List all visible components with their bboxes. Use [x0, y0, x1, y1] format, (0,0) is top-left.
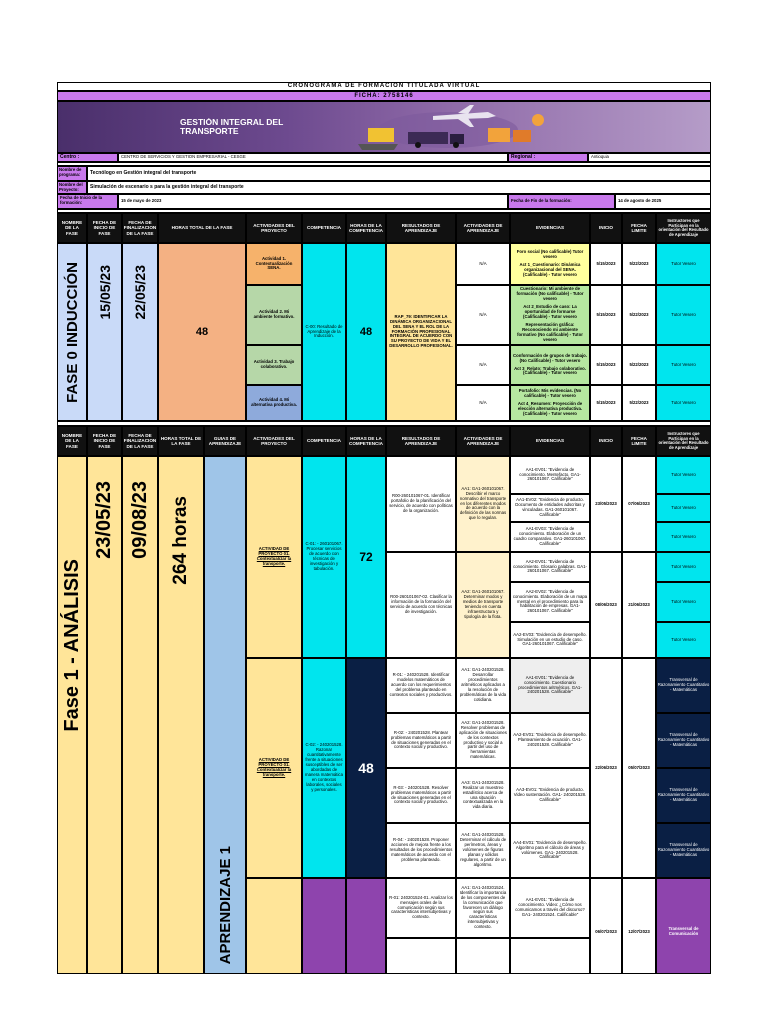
- fase1-block-b-instructor-1: Transversal de Razonamiento Cuantitativo - Matemáticas: [656, 658, 711, 713]
- fase1-block-b-instructor-3: Transversal de Razonamiento Cuantitativo - Matemáticas: [656, 768, 711, 823]
- fase0-row-3-inicio: 5/15/2023: [590, 345, 622, 385]
- fase0-activity-4: Actividad 4. Mi alternativa productiva.: [246, 385, 302, 421]
- fase1-block-b-evidencia-3: AA3-EV01: "Evidencia de producto. Video sustentación. GA1- 240201528. Calificable": [510, 768, 590, 823]
- fase1-block-a-hours: 72: [346, 456, 386, 658]
- f1-col-horas-total: HORAS TOTAL DE LA FASE: [158, 426, 204, 456]
- centro-value: CENTRO DE SERVICIOS Y GESTION EMPRESARIAL - CESGE: [118, 153, 508, 162]
- fase1-block-c-hours: [346, 878, 386, 974]
- fase1-block-a-inicio-1: 23/05/2023: [590, 456, 622, 552]
- fase1-block-b-actividad-1: AA1: GA1-240201528. Desarrollar procedimientos aritméticos aplicados a la resolución de problemáticas de la vida cotidiana.: [456, 658, 510, 713]
- fase1-block-a-limite-2: 21/06/2023: [622, 552, 656, 658]
- banner-title-line1: GESTIÓN INTEGRAL DEL: [180, 118, 284, 127]
- fase0-row-4-act: N/A: [456, 385, 510, 421]
- fase1-block-b-competencia: C-02: - 240201528. Razonar cuantitativamente frente a situaciones susceptibles de ser abordadas de manera matemática en contextos laborales, sociales y personales.: [302, 658, 346, 878]
- instructor-cell: Tutor Vesero: [656, 552, 711, 582]
- fase1-block-b-actividad-3: AA3: GA1-240201528. Realizar un muestreo estadístico acerca de una situación contextualizada en la vida diaria.: [456, 768, 510, 823]
- fase0-row-3-evid: Conformación de grupos de trabajo. (No Calificable) - Tutor vesero Act 3_Relato: Trabajo colaborativo. (Calificable) - Tutor vesero: [510, 345, 590, 385]
- fase1-block-a-actividad-proyecto: ACTIVIDAD DE PROYECTO 01. Contextualizar la transporte.: [246, 456, 302, 658]
- f1-col-guias: GUIAS DE APRENDIZAJE: [204, 426, 246, 456]
- fase0-row-3-limite: 5/22/2023: [622, 345, 656, 385]
- fase1-block-a-resultado-1: R00-260101067-01. Identificar portafolio de la planificación del servicio, de acuerdo con políticas de la organización.: [386, 456, 456, 552]
- fase1-block-a-limite-1: 07/06/2023: [622, 456, 656, 552]
- evidence-aa1-ev03: AA1-EV03: "Evidencia de conocimiento. Elaboración de un cuadro comparativo. GA1-260101067. Calificable": [510, 522, 590, 552]
- col-horas-competencia: HORAS DE LA COMPETENCIA: [346, 213, 386, 243]
- fase1-block-b-limite: 05/07/2023: [622, 658, 656, 878]
- fase0-resultado: RAP_79: IDENTIFICAR LA DINÁMICA ORGANIZACIONAL DEL SENA Y EL ROL DE LA FORMACIÓN PROFESIONAL INTEGRAL DE ACUERDO CON SU PROYECTO DE VIDA Y EL DESARROLLO PROFESIONAL.: [386, 243, 456, 421]
- f1-col-competencia: COMPETENCIA: [302, 426, 346, 456]
- f1-col-actividades-proyecto: ACTIVIDADES DEL PROYECTO: [246, 426, 302, 456]
- instructor-cell: Tutor Vesero: [656, 582, 711, 622]
- fase1-block-b-instructor-4: Transversal de Razonamiento Cuantitativo - Matemáticas: [656, 823, 711, 878]
- f1-col-fecha-inicio: FECHA DE INICIO DE FASE: [87, 426, 122, 456]
- fase1-block-c-actividad: AA1: GA1-240201524. Identificar la importancia de los componentes de la comunicación que favorecen un diálogo según sus características intersubjetivas y contexto.: [456, 878, 510, 938]
- fase1-block-b-evidencia-2: AA2-EV01: "Evidencia de desempeño. Planteamiento de ecuación. GA1-240201528. Calificable": [510, 713, 590, 768]
- fase0-row-1-instructor: Tutor Vesero: [656, 243, 711, 285]
- programa-value: Tecnólogo en Gestión integral del transporte: [87, 166, 711, 181]
- col-inicio: INICIO: [590, 213, 622, 243]
- fase0-row-2-inicio: 5/15/2023: [590, 285, 622, 345]
- fase0-row-2-limite: 5/22/2023: [622, 285, 656, 345]
- program-banner: [57, 101, 711, 153]
- f1-col-fecha-fin: FECHA DE FINALIZACION DE LA FASE: [122, 426, 158, 456]
- fase1-block-b-actividad-4: AA4: GA1-240201528. Determinar el cálculo de perímetros, áreas y volúmenes de figuras planas y sólidos regulares, a partir de un algoritmo.: [456, 823, 510, 878]
- fase1-block-c-instructor: Transversal de Comunicación: [656, 878, 711, 974]
- transport-illustration: [338, 104, 578, 152]
- f1-col-inicio: INICIO: [590, 426, 622, 456]
- fase1-block-b-hours: 48: [346, 658, 386, 878]
- fase1-block-b-resultado-3: R-03: - 240201528. Resolver problemas matemáticos a partir de situaciones generadas en el contexto social y productivo.: [386, 768, 456, 823]
- fase1-block-b-evidencia-1: AA1-EV01: "Evidencia de conocimiento. Cuestionario procedimientos aritméticos. GA1-240201528. Calificable": [510, 658, 590, 713]
- programa-label: Nombre de programa:: [57, 166, 87, 181]
- inicio-label: Fecha de Inicio de la formación:: [57, 194, 118, 209]
- fase1-block-b-resultado-1: R-01: - 240201528. Identificar modelos matemáticos de acuerdo con los requerimientos del problema planteado en contextos sociales y productivos.: [386, 658, 456, 713]
- col-competencia: COMPETENCIA: [302, 213, 346, 243]
- col-horas-total: HORAS TOTAL DE LA FASE: [158, 213, 246, 243]
- fase0-competencia-hours: 48: [346, 243, 386, 421]
- regional-value: Antioquia: [588, 153, 711, 162]
- fase0-row-3-act: N/A: [456, 345, 510, 385]
- evidence-aa1-ev02: AA1-EV02: "Evidencia de producto. Documento de entidades adscritas y vinculadas. GA1-260101067. Calificable": [510, 494, 590, 522]
- fase1-block-c-inicio: 06/07/2023: [590, 878, 622, 974]
- fase1-block-b-actividad-2: AA2: GA1-240201528. Resolver problemas de aplicación de situaciones de los contextos productivo y social a partir del uso de herramientas matemáticas.: [456, 713, 510, 768]
- fase1-end-date: 09/08/23: [122, 456, 158, 974]
- fase0-row-2-evid: Cuestionario: Mi ambiente de formación (No calificable) - Tutor vesero Act 2_Estudio de caso: La oportunidad de formarse (Calificable) - Tutor vesero Representación gráfica: Reconociendo mi ambiente formativo (No calificable) - Tutor vesero: [510, 285, 590, 345]
- fase1-block-a-actividad-1: AA1: GA1-260101067. Describir el marco normativo del transporte en los diferentes modos de acuerdo con la definición de las normas que lo regulan.: [456, 456, 510, 552]
- fase0-end-date: 22/05/23: [122, 243, 158, 421]
- fase0-row-2-instructor: Tutor Vesero: [656, 285, 711, 345]
- col-fecha-inicio-fase: FECHA DE INICIO DE FASE: [87, 213, 122, 243]
- evidence-aa2-ev03: AA2-EV03: "Evidencia de desempeño. Simulación en un estudio de caso. GA1-260101067. Calificable": [510, 622, 590, 658]
- col-nombre-fase: NOMBRE DE LA FASE: [57, 213, 87, 243]
- fase1-block-b-resultado-2: R-02: - 240201528. Plantear problemas matemáticos a partir de situaciones generadas en el contexto social y productivo.: [386, 713, 456, 768]
- ficha-number: FICHA: 2758146: [57, 91, 711, 101]
- col-resultados: RESULTADOS DE APRENDIZAJE: [386, 213, 456, 243]
- fase0-row-1-limite: 5/22/2023: [622, 243, 656, 285]
- fase0-hours: 48: [158, 243, 246, 421]
- instructor-cell: Tutor Vesero: [656, 456, 711, 494]
- fase0-row-3-instructor: Tutor Vesero: [656, 345, 711, 385]
- evidence-aa2-ev01: AA2-EV01: "Evidencia de conocimiento. Glosario palabras. GA1-260101067. Calificable": [510, 552, 590, 582]
- proyecto-label: Nombre del Proyecto:: [57, 181, 87, 194]
- col-actividades-proyecto: ACTIVIDADES DEL PROYECTO: [246, 213, 302, 243]
- instructor-cell: Tutor Vesero: [656, 522, 711, 552]
- fase1-hours: 264 horas: [158, 456, 204, 974]
- fase1-block-c-actividad-proyecto: [246, 878, 302, 974]
- fase1-guia: APRENDIZAJE 1: [204, 456, 246, 974]
- centro-label: Centro :: [57, 153, 118, 162]
- fase0-activity-3: Actividad 3. Trabajo colaborativo.: [246, 345, 302, 385]
- col-instructores: Instructores que Participan en la orientación del Resultado de Aprendizaje: [656, 213, 711, 243]
- fase1-block-c-evidencia: AA1-EV01: "Evidencia de conocimiento. Video: ¿Cómo nos comunicamos a través del discurso? GA1- 240201524. Calificable": [510, 878, 590, 938]
- col-fecha-limite: FECHA LIMITE: [622, 213, 656, 243]
- fase1-block-b-resultado-4: R-04: - 240201528. Proponer acciones de mejora frente a los resultados de los procedimientos matemáticos de acuerdo con el problema planteado.: [386, 823, 456, 878]
- fase1-block-b-evidencia-4: AA4-EV01: "Evidencia de desempeño. Algoritmo para el cálculo de áreas y volúmenes. GA1- 240201528. Calificable": [510, 823, 590, 878]
- fase1-name: Fase 1 - ANÁLISIS: [57, 456, 87, 974]
- fase1-block-b-inicio: 22/06/2023: [590, 658, 622, 878]
- evidence-aa2-ev02: AA2-EV02: "Evidencia de conocimiento. Elaboración de un mapa mental en el procedimiento para la habilitación de empresas. GA1-260101067. Calificable": [510, 582, 590, 622]
- fase0-row-1-evid: Foro social (No calificable) Tutor vesero Act 1_Cuestionario: Dinámica organizacional del SENA. (Calificable) - Tutor vesero: [510, 243, 590, 285]
- fase1-start-date: 23/05/23: [87, 456, 122, 974]
- f1-col-instructores: Instructores que Participan en la orientación del Resultado de Aprendizaje: [656, 426, 711, 456]
- fin-value: 14 de agosto de 2025: [615, 194, 711, 209]
- col-actividades-aprendizaje: ACTIVIDADES DE APRENDIZAJE: [456, 213, 510, 243]
- fase1-block-c-resultado: R-01: 240201524-01. Analizar los mensajes orales de la comunicación según sus características intersubjetivas y contexto.: [386, 878, 456, 938]
- f1-col-nombre-fase: NOMBRE DE LA FASE: [57, 426, 87, 456]
- schedule-title: CRONOGRAMA DE FORMACIÓN TITULADA VIRTUAL: [57, 82, 711, 91]
- fase1-block-b-actividad-proyecto: ACTIVIDAD DE PROYECTO 01. Contextualizar la transporte.: [246, 658, 302, 878]
- fase0-start-date: 15/05/23: [87, 243, 122, 421]
- fase0-row-4-inicio: 5/15/2023: [590, 385, 622, 421]
- fase0-row-4-evid: Portafolio: Mis evidencias. (No calificable) - Tutor vesero Act 4_Resumen: Proyección de elección alternativa productiva. (Calificable) - Tutor vesero: [510, 385, 590, 421]
- f1-col-horas-competencia: HORAS DE LA COMPETENCIA: [346, 426, 386, 456]
- fase0-row-4-instructor: Tutor Vesero: [656, 385, 711, 421]
- fase1-block-a-competencia: C-01: - 260101067. Procesar servicios de acuerdo con técnicas de investigación y tabulación.: [302, 456, 346, 658]
- fase1-block-b-instructor-2: Transversal de Razonamiento Cuantitativo - Matemáticas: [656, 713, 711, 768]
- instructor-cell: Tutor Vesero: [656, 494, 711, 522]
- f1-col-fecha-limite: FECHA LIMITE: [622, 426, 656, 456]
- fin-label: Fecha de Fin de la formación:: [508, 194, 615, 209]
- f1-col-evidencias: EVIDENCIAS: [510, 426, 590, 456]
- instructor-cell: Tutor Vesero: [656, 622, 711, 658]
- fase1-block-a-actividad-2: AA2: GA1-260101067. Determinar modos y medios de transporte teniendo en cuenta infraestructura y tipología de la flota.: [456, 552, 510, 658]
- fase1-block-a-inicio-2: 08/06/2023: [590, 552, 622, 658]
- fase1-block-a-resultado-2: R00-260101067-02. Clasificar la información de la formación del servicio de acuerdo con técnicas de investigación.: [386, 552, 456, 658]
- fase0-competencia: C-00: Resultado de Aprendizaje de la Inducción.: [302, 243, 346, 421]
- col-fecha-fin-fase: FECHA DE FINALIZACION DE LA FASE: [122, 213, 158, 243]
- fase0-row-1-act: N/A: [456, 243, 510, 285]
- banner-title-line2: TRANSPORTE: [180, 125, 239, 136]
- fase1-block-c-limite: 12/07/2023: [622, 878, 656, 974]
- col-evidencias: EVIDENCIAS: [510, 213, 590, 243]
- proyecto-value: Simulación de escenario s para la gestión integral del transporte: [87, 181, 711, 194]
- inicio-value: 15 de mayo de 2023: [118, 194, 508, 209]
- fase0-name: FASE 0 INDUCCIÓN: [57, 243, 87, 421]
- regional-label: Regional :: [508, 153, 588, 162]
- evidence-aa1-ev01: AA1-EV01: "Evidencia de conocimiento. Mentefacto. GA1-260101067. Calificable": [510, 456, 590, 494]
- fase0-row-4-limite: 5/22/2023: [622, 385, 656, 421]
- f1-col-actividades-aprendizaje: ACTIVIDADES DE APRENDIZAJE: [456, 426, 510, 456]
- fase0-activity-2: Actividad 2. Mi ambiente formativo.: [246, 285, 302, 345]
- f1-col-resultados: RESULTADOS DE APRENDIZAJE: [386, 426, 456, 456]
- fase1-block-c-competencia: [302, 878, 346, 974]
- fase0-row-1-inicio: 5/15/2023: [590, 243, 622, 285]
- fase0-row-2-act: N/A: [456, 285, 510, 345]
- fase0-activity-1: Actividad 1. Contextualización SENA.: [246, 243, 302, 285]
